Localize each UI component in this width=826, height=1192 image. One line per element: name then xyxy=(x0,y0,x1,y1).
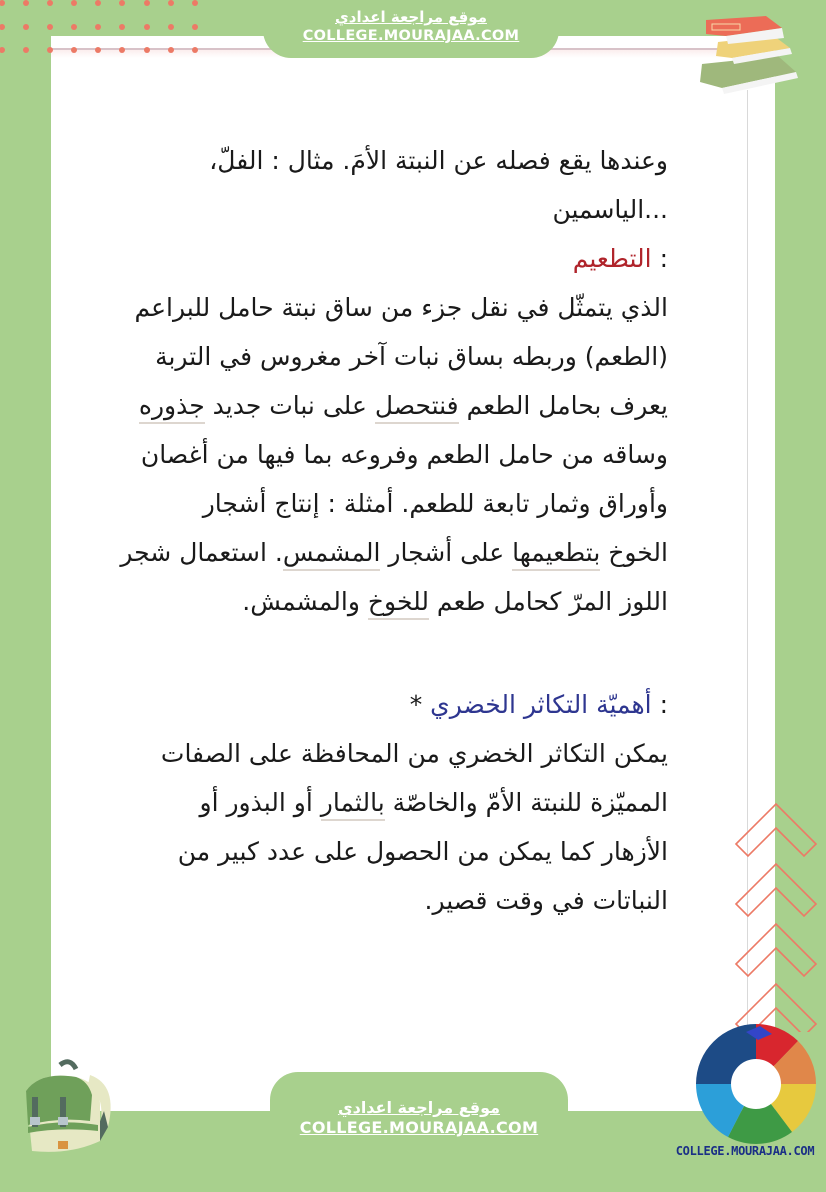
text-span: . استعمال شجر xyxy=(120,538,283,567)
underlined-word: بتطعيمها xyxy=(512,538,600,571)
text-line xyxy=(120,532,668,581)
text-span: اللوز المرّ كحامل طعم xyxy=(428,587,668,616)
backpack-icon xyxy=(10,1055,120,1161)
header-site-tab[interactable] xyxy=(263,0,559,58)
text-line: يمكن التكاثر الخضري من المحافظة على الصفات xyxy=(160,739,668,768)
importance-heading xyxy=(120,684,668,733)
underlined-word: المشمس xyxy=(283,538,381,571)
heading-colon: : xyxy=(659,244,668,273)
chevron-up-icons xyxy=(734,792,818,1032)
text-span: على نبات جديد xyxy=(204,391,375,420)
spacer xyxy=(120,630,668,684)
footer-site-name[interactable]: موقع مراجعة اعدادي xyxy=(337,1098,501,1117)
text-span: الخوخ xyxy=(600,538,668,567)
footer-site-tab[interactable] xyxy=(270,1072,568,1192)
text-line xyxy=(120,581,668,630)
text-span: يعرف بحامل الطعم xyxy=(458,391,668,420)
text-line xyxy=(120,782,668,831)
college-logo-wheel-icon[interactable] xyxy=(695,1023,817,1145)
importance-heading-text: أهميّة التكاثر الخضري xyxy=(430,690,652,719)
text-line: النباتات في وقت قصير. xyxy=(424,886,668,915)
underlined-word: جذوره xyxy=(139,391,205,424)
header-site-name[interactable]: موقع مراجعة اعدادي xyxy=(335,8,487,26)
text-line: وساقه من حامل الطعم وفروعه بما فيها من أغصان xyxy=(140,440,668,469)
books-stack-icon xyxy=(692,12,804,94)
text-line: الأزهار كما يمكن من الحصول على عدد كبير من xyxy=(177,837,668,866)
text-span: المميّزة للنبتة الأمّ والخاصّة xyxy=(384,788,668,817)
header-site-url[interactable]: COLLEGE.MOURAJAA.COM xyxy=(302,28,520,44)
text-line xyxy=(120,385,668,434)
decorative-dots xyxy=(0,0,210,60)
text-line: الذي يتمثّل في نقل جزء من ساق نبتة حامل للبراعم xyxy=(134,293,668,322)
underlined-word: فنتحصل xyxy=(375,391,459,424)
text-line: (الطعم) وربطه بساق نبات آخر مغروس في التربة xyxy=(155,342,668,371)
college-logo-caption[interactable]: COLLEGE.MOURAJAA.COM xyxy=(675,1144,815,1158)
document-content xyxy=(120,140,668,929)
grafting-heading xyxy=(120,238,668,287)
underlined-word: بالثمار xyxy=(321,788,385,821)
text-line: وعندها يقع فصله عن النبتة الأمَ. مثال : الفلّ، xyxy=(209,146,668,175)
text-line: ...الياسمين xyxy=(552,195,668,224)
footer-site-url[interactable]: COLLEGE.MOURAJAA.COM xyxy=(299,1118,539,1137)
heading-colon: : xyxy=(659,690,668,719)
text-span: والمشمش. xyxy=(242,587,368,616)
text-line: وأوراق وثمار تابعة للطعم. أمثلة : إنتاج أشجار xyxy=(202,489,668,518)
grafting-heading-text: التطعيم xyxy=(572,244,652,273)
text-span: أو البذور أو xyxy=(199,788,321,817)
underlined-word: للخوخ xyxy=(368,587,429,620)
asterisk-marker: * xyxy=(409,690,423,719)
text-span: على أشجار xyxy=(380,538,513,567)
